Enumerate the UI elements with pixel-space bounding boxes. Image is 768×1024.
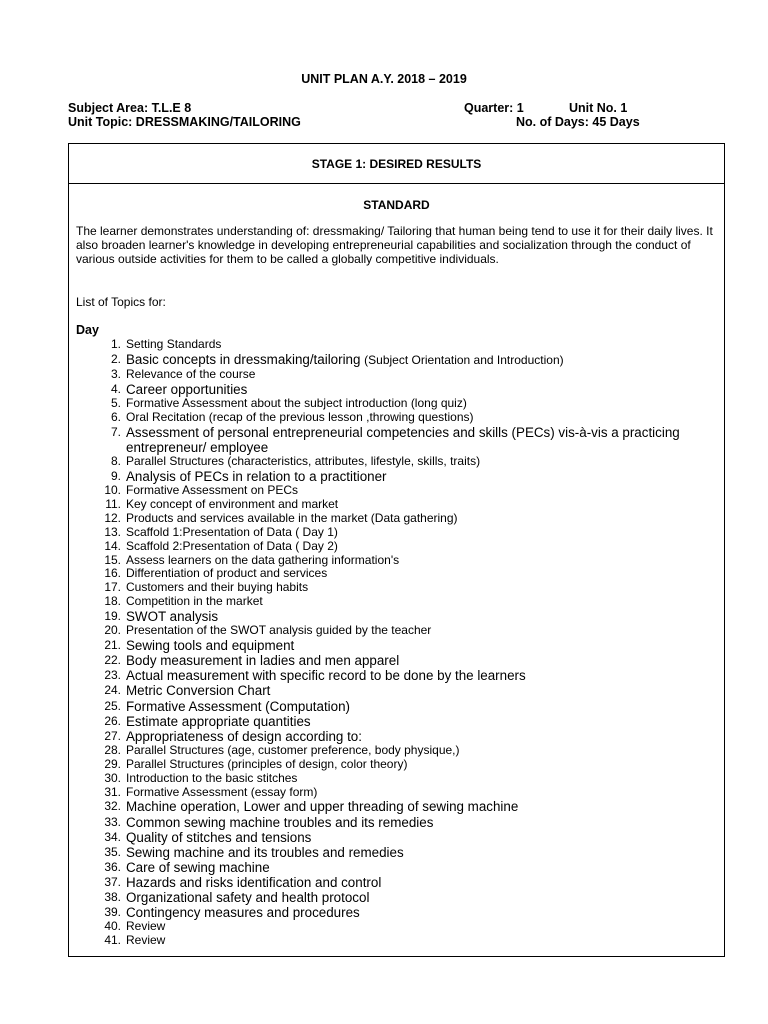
topic-text <box>126 352 717 368</box>
topic-text <box>126 526 717 540</box>
topic-title: Setting Standards <box>126 337 222 351</box>
topic-item <box>76 890 717 905</box>
topic-title: Parallel Structures (age, customer preference, body physique,) <box>126 742 460 757</box>
topic-item <box>76 567 717 581</box>
topic-title: Metric Conversion Chart <box>126 683 271 699</box>
topic-number: 20. <box>104 623 121 638</box>
topic-title: Actual measurement with specific record to be done by the learners <box>126 668 526 684</box>
topic-text <box>126 382 717 397</box>
topic-title: Career opportunities <box>126 381 248 397</box>
topic-text <box>126 772 717 786</box>
topic-title: Appropriateness of design according to: <box>126 728 362 744</box>
topic-title: Analysis of PECs in relation to a practitioner <box>126 468 387 484</box>
topic-item <box>76 905 717 920</box>
topic-title: Competition in the market <box>126 594 263 609</box>
topic-title: Parallel Structures (characteristics, attributes, lifestyle, skills, traits) <box>126 454 481 468</box>
topic-item <box>76 338 717 352</box>
topic-item <box>76 729 717 744</box>
topic-item <box>76 920 717 934</box>
topic-item <box>76 455 717 469</box>
topic-title: Sewing machine and its troubles and remedies <box>126 844 404 860</box>
topic-title: Contingency measures and procedures <box>126 905 360 921</box>
topic-title: Basic concepts in dressmaking/tailoring <box>126 351 365 367</box>
document-title: UNIT PLAN A.Y. 2018 – 2019 <box>301 72 467 86</box>
topic-title: Presentation of the SWOT analysis guided by the teacher <box>126 623 432 638</box>
unit-topic: Unit Topic: DRESSMAKING/TAILORING <box>68 115 301 129</box>
topic-text <box>126 920 717 934</box>
topic-title: Sewing tools and equipment <box>126 638 295 654</box>
topic-title: Introduction to the basic stitches <box>126 770 298 785</box>
topic-number: 39. <box>104 905 121 920</box>
topic-number: 4. <box>110 381 121 396</box>
topic-number: 2. <box>110 351 121 366</box>
topic-item <box>76 830 717 845</box>
topic-title: Key concept of environment and market <box>126 496 339 511</box>
topic-title: Differentiation of product and services <box>126 566 328 581</box>
topic-number: 41. <box>104 933 121 948</box>
topic-text <box>126 653 717 668</box>
topic-text <box>126 815 717 830</box>
topic-title: Machine operation, Lower and upper threading of sewing machine <box>126 799 519 815</box>
topic-item <box>76 714 717 729</box>
topic-item <box>76 638 717 653</box>
topic-text <box>126 758 717 772</box>
topic-title: Scaffold 1:Presentation of Data ( Day 1) <box>126 524 338 539</box>
topic-item <box>76 624 717 638</box>
topic-item <box>76 368 717 382</box>
topic-item <box>76 875 717 890</box>
topic-text <box>126 338 717 352</box>
topic-text <box>126 484 717 498</box>
topic-number: 28. <box>104 742 121 757</box>
topic-item <box>76 484 717 498</box>
topic-title: Scaffold 2:Presentation of Data ( Day 2) <box>126 538 338 553</box>
topic-text <box>126 469 717 484</box>
topic-text <box>126 609 717 624</box>
topic-text <box>126 683 717 698</box>
standard-text: The learner demonstrates understanding of: dressmaking/ Tailoring that human being tend to use it for their daily lives. It also broaden learner's knowledge in developing entrepreneurial capabilities and socialization through the conduct of various outside activities for them to be called a globally competitive individuals. <box>76 224 713 266</box>
standard-heading: STANDARD <box>363 198 430 212</box>
topic-number: 17. <box>104 580 121 595</box>
number-of-days: No. of Days: 45 Days <box>516 115 640 129</box>
topic-text <box>126 368 717 382</box>
topic-number: 30. <box>104 770 121 785</box>
topic-item <box>76 772 717 786</box>
topic-number: 7. <box>110 424 121 439</box>
topic-text <box>126 668 717 683</box>
topic-title: Review <box>126 933 166 948</box>
topic-item <box>76 581 717 595</box>
topic-number: 19. <box>104 609 121 624</box>
topic-item <box>76 512 717 526</box>
topic-number: 15. <box>104 552 121 567</box>
topic-title: Quality of stitches and tensions <box>126 829 312 845</box>
topic-title: Care of sewing machine <box>126 859 270 875</box>
topic-number: 37. <box>104 874 121 889</box>
topic-text <box>126 890 717 905</box>
topic-number: 24. <box>104 683 121 698</box>
topic-title: Parallel Structures (principles of design, color theory) <box>126 756 408 771</box>
list-of-topics-label: List of Topics for: <box>76 295 166 309</box>
topic-item <box>76 668 717 683</box>
topic-item <box>76 815 717 830</box>
topic-number: 36. <box>104 859 121 874</box>
topic-text <box>126 860 717 875</box>
topic-text <box>126 714 717 729</box>
topic-title: Formative Assessment about the subject introduction (long quiz) <box>126 396 467 410</box>
topic-number: 11. <box>105 496 121 511</box>
topic-number: 21. <box>104 638 121 653</box>
topic-text <box>126 567 717 581</box>
topic-title: Oral Recitation (recap of the previous lesson ,throwing questions) <box>126 409 474 424</box>
topic-item <box>76 425 717 455</box>
topic-number: 22. <box>104 653 121 668</box>
topic-text <box>126 786 717 800</box>
topic-text <box>126 512 717 526</box>
topic-item <box>76 653 717 668</box>
topic-number: 25. <box>104 698 121 713</box>
topic-number: 9. <box>110 468 121 483</box>
topic-title: Assessment of personal entrepreneurial competencies and skills (PECs) vis-à-vis a practicing entrepreneur/ employee <box>126 424 680 455</box>
topic-number: 18. <box>104 594 121 609</box>
topic-number: 1. <box>110 337 121 351</box>
topic-text <box>126 934 717 948</box>
topic-text <box>126 455 717 469</box>
topic-number: 26. <box>104 713 121 728</box>
topic-text <box>126 905 717 920</box>
topic-text <box>126 411 717 425</box>
topic-title: Review <box>126 919 166 934</box>
topic-item <box>76 498 717 512</box>
standard-section <box>69 197 724 948</box>
topic-title: Formative Assessment (essay form) <box>126 784 318 799</box>
topic-text <box>126 540 717 554</box>
topic-item <box>76 352 717 368</box>
topic-text <box>126 845 717 860</box>
topic-title: Formative Assessment (Computation) <box>126 698 350 714</box>
topic-number: 31. <box>104 784 121 799</box>
topic-title: Organizational safety and health protocol <box>126 890 370 905</box>
topic-text <box>126 830 717 845</box>
subject-area: Subject Area: T.L.E 8 <box>68 101 192 115</box>
topic-item <box>76 469 717 484</box>
topic-item <box>76 845 717 860</box>
topic-item <box>76 758 717 772</box>
topic-title: SWOT analysis <box>126 609 219 625</box>
topic-item <box>76 744 717 758</box>
topic-number: 16. <box>104 566 121 581</box>
topic-text <box>126 397 717 411</box>
topic-text <box>126 498 717 512</box>
topic-number: 6. <box>110 409 121 424</box>
topic-title: Customers and their buying habits <box>126 580 309 595</box>
topic-item <box>76 786 717 800</box>
topic-title: Assess learners on the data gathering information's <box>126 552 400 567</box>
topic-text <box>126 875 717 890</box>
topic-item <box>76 554 717 568</box>
topic-number: 8. <box>110 454 121 468</box>
topic-item <box>76 799 717 814</box>
topic-number: 27. <box>104 728 121 743</box>
topic-number: 38. <box>104 890 121 904</box>
topic-number: 13. <box>104 524 121 539</box>
topic-number: 14. <box>104 538 121 553</box>
topic-text <box>126 638 717 653</box>
topic-number: 12. <box>104 510 121 525</box>
topic-title: Relevance of the course <box>126 367 256 381</box>
topic-text <box>126 799 717 814</box>
topic-item <box>76 934 717 948</box>
topic-number: 33. <box>104 814 121 829</box>
topic-title: Body measurement in ladies and men apparel <box>126 653 400 669</box>
topic-title: Hazards and risks identification and control <box>126 874 382 890</box>
topic-text <box>126 744 717 758</box>
unit-number: Unit No. 1 <box>569 101 628 115</box>
topic-title: Common sewing machine troubles and its remedies <box>126 814 434 830</box>
topic-number: 5. <box>110 396 121 410</box>
topic-text <box>126 425 717 455</box>
day-label: Day <box>76 323 99 337</box>
topic-number: 34. <box>104 829 121 844</box>
topic-number: 3. <box>110 367 121 381</box>
topic-item <box>76 683 717 698</box>
topic-number: 10. <box>104 483 121 497</box>
topic-text <box>126 581 717 595</box>
topic-item <box>76 382 717 397</box>
topic-number: 29. <box>104 756 121 771</box>
topic-title: Estimate appropriate quantities <box>126 713 311 729</box>
topic-item <box>76 526 717 540</box>
quarter: Quarter: 1 <box>464 101 524 115</box>
topic-text <box>126 624 717 638</box>
topic-number: 23. <box>104 668 121 683</box>
desired-results-table <box>68 143 725 957</box>
topic-text <box>126 699 717 714</box>
topic-note: (Subject Orientation and Introduction) <box>364 352 564 367</box>
topic-number: 32. <box>104 799 121 814</box>
topic-text <box>126 595 717 609</box>
topics-list <box>76 338 717 948</box>
topic-item <box>76 397 717 411</box>
topic-item <box>76 540 717 554</box>
topic-item <box>76 411 717 425</box>
topic-title: Formative Assessment on PECs <box>126 483 299 497</box>
topic-item <box>76 609 717 624</box>
topic-item <box>76 699 717 714</box>
topic-item <box>76 860 717 875</box>
topic-text <box>126 729 717 744</box>
topic-title: Products and services available in the market (Data gathering) <box>126 510 458 525</box>
topic-number: 40. <box>104 919 121 934</box>
topic-text <box>126 554 717 568</box>
topic-item <box>76 595 717 609</box>
topic-number: 35. <box>104 844 121 859</box>
stage-heading: STAGE 1: DESIRED RESULTS <box>69 144 724 184</box>
